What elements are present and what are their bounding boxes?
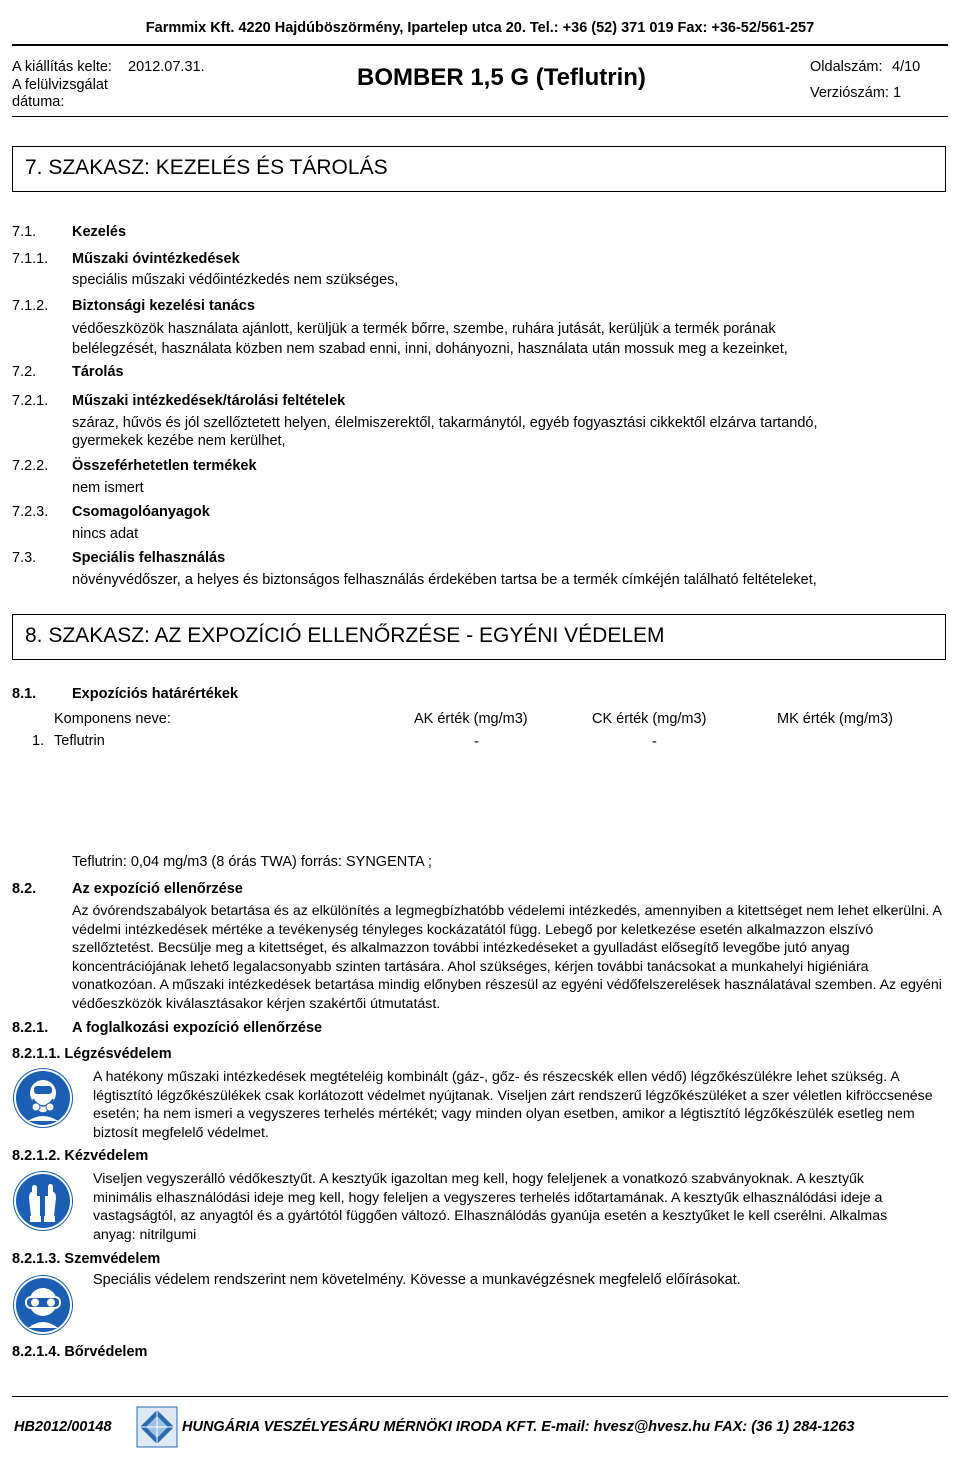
s8211-label: 8.2.1.1. Légzésvédelem xyxy=(12,1046,172,1062)
s72-title: Tárolás xyxy=(72,364,124,380)
table-header-mk: MK érték (mg/m3) xyxy=(777,711,894,727)
s8213-label: 8.2.1.3. Szemvédelem xyxy=(12,1251,161,1267)
goggles-pictogram-icon xyxy=(14,1276,72,1334)
gloves-pictogram-icon xyxy=(14,1172,72,1230)
s711-number: 7.1.1. xyxy=(12,251,49,267)
respirator-pictogram-icon xyxy=(14,1069,72,1127)
s721-text-line-2: gyermekek kezébe nem kerülhet, xyxy=(72,433,286,449)
table-header-ck: CK érték (mg/m3) xyxy=(592,711,707,727)
s711-title: Műszaki óvintézkedések xyxy=(72,251,240,267)
section-7-title-box xyxy=(12,146,946,192)
s8212-text: Viseljen vegyszerálló védőkesztyűt. A kesztyűk igazoltan meg kell, hogy feleljenek a vonatkozó szabványoknak. A kesztyűk minimális elhasználódási ideje meg kell, hogy feleljen a vegyszeres terhelés időtartamának. A kesztyűk elhasználódási ideje a vastagságtól, az anyagtól és a gyártótól függően változó. Elhasználódás gyanúja esetén a kesztyűket le kell cserélni. Alkalmas anyag: nitrilgumi xyxy=(93,1171,888,1243)
company-logo-icon xyxy=(136,1406,178,1448)
s8211-text: A hatékony műszaki intézkedések megtételéig kombinált (gáz-, gőz- és részecskék ellen védő) légzőkészülékre lehet szükség. A légtisztító légzőkészülékek csak korlátozott védelmet nyújtanak. Viseljen zárt rendszerű légzőkészüléket a szer véletlen kifröccsenése esetén; ha nem ismeri a vegyszeres terhelés mértékét; vagy minden olyan esetben, amikor a légtisztító légzőkészülék esetleg nem biztosít megfelelő védelmet. xyxy=(93,1069,933,1141)
s8213-text: Speciális védelem rendszerint nem követelmény. Kövesse a munkavégzésnek megfelelő előírásokat. xyxy=(93,1272,741,1288)
s72-number: 7.2. xyxy=(12,364,37,380)
s81-title: Expozíciós határértékek xyxy=(72,686,239,702)
s721-title: Műszaki intézkedések/tárolási feltételek xyxy=(72,393,346,409)
header-company-line: Farmmix Kft. 4220 Hajdúböszörmény, Ipartelep utca 20. Tel.: +36 (52) 371 019 Fax: +36-52/561-257 xyxy=(145,20,815,36)
footer-company-contact: HUNGÁRIA VESZÉLYESÁRU MÉRNÖKI IRODA KFT. E-mail: hvesz@hvesz.hu FAX: (36 1) 284-1263 xyxy=(182,1419,855,1435)
version-label: Verziószám: xyxy=(810,85,889,101)
issue-date-label: A kiállítás kelte: xyxy=(12,59,112,75)
s712-number: 7.1.2. xyxy=(12,298,49,314)
section-7-title: 7. SZAKASZ: KEZELÉS ÉS TÁROLÁS xyxy=(25,156,388,179)
table-header-component: Komponens neve: xyxy=(54,711,171,727)
footer-doc-code: HB2012/00148 xyxy=(14,1419,112,1435)
s723-number: 7.2.3. xyxy=(12,504,49,520)
s82-number: 8.2. xyxy=(12,881,37,897)
exposure-limit-note: Teflutrin: 0,04 mg/m3 (8 órás TWA) forrás: SYNGENTA ; xyxy=(72,854,432,870)
s722-text: nem ismert xyxy=(72,480,144,496)
s73-text: növényvédőszer, a helyes és biztonságos felhasználás érdekében tartsa be a termék címkéjén található feltételeket, xyxy=(72,572,817,588)
s721-number: 7.2.1. xyxy=(12,393,49,409)
s712-title: Biztonsági kezelési tanács xyxy=(72,298,255,314)
table-row-ak: - xyxy=(474,734,479,750)
s71-title: Kezelés xyxy=(72,224,127,240)
header-top-rule xyxy=(12,44,948,46)
section-8-title: 8. SZAKASZ: AZ EXPOZÍCIÓ ELLENŐRZÉSE - EGYÉNI VÉDELEM xyxy=(25,624,665,647)
product-title: BOMBER 1,5 G (Teflutrin) xyxy=(357,64,646,91)
s712-text-line-1: védőeszközök használata ajánlott, kerüljük a termék bőrre, szembe, ruhára jutását, kerüljük a termék porának xyxy=(72,321,776,337)
table-row-index: 1. xyxy=(32,733,45,749)
section-8-title-box xyxy=(12,614,946,660)
s8212-label: 8.2.1.2. Kézvédelem xyxy=(12,1148,149,1164)
s82-text: Az óvórendszabályok betartása és az elkülönítés a legmegbízhatóbb védelemi intézkedés, amennyiben a kitettséget nem lehet elkerülni. A védelmi intézkedések mértéke a tevékenység tényleges kockázatától függ. Lebegő por keletkezése esetén alkalmazzon elszívó szellőztetést. Becsülje meg a kitettséget, és alkalmazzon további intézkedéseket a gyulladást elősegítő levegőbe jutó anyag koncentrációjának lehető legalacsonyabb szinten tartására. Ahol szükséges, kérjen további tanácsokat a munkahelyi higiéniára vonatkozóan. A műszaki intézkedések betartása mindig előnyben részesül az egyéni védőfelszerelések használatával szemben. Az egyéni védőeszközök kiválasztásakor kérjen szakértői útmutatást. xyxy=(72,903,942,1012)
s723-text: nincs adat xyxy=(72,526,139,542)
table-row-component: Teflutrin xyxy=(54,733,105,749)
s821-title: A foglalkozási expozíció ellenőrzése xyxy=(72,1020,323,1036)
s721-text-line-1: száraz, hűvös és jól szellőztetett helyen, élelmiszerektől, takarmánytól, egyéb fogyasztási cikkektől elzárva tartandó, xyxy=(72,415,818,431)
footer-rule xyxy=(12,1396,948,1397)
s73-number: 7.3. xyxy=(12,550,37,566)
review-date-label-2: dátuma: xyxy=(12,94,65,110)
header-bottom-rule xyxy=(12,116,948,117)
issue-date-value: 2012.07.31. xyxy=(128,59,205,75)
s82-title: Az expozíció ellenőrzése xyxy=(72,881,243,897)
page-number-label: Oldalszám: xyxy=(810,59,883,75)
s81-number: 8.1. xyxy=(12,686,37,702)
s722-number: 7.2.2. xyxy=(12,458,49,474)
review-date-label-1: A felülvizsgálat xyxy=(12,77,108,93)
s712-text-line-2: belélegzését, használata közben nem szabad enni, inni, dohányozni, használata után mossuk meg a kezeinket, xyxy=(72,341,788,357)
s723-title: Csomagolóanyagok xyxy=(72,504,210,520)
s8214-label: 8.2.1.4. Bőrvédelem xyxy=(12,1344,148,1360)
version-value: 1 xyxy=(893,85,902,101)
s821-number: 8.2.1. xyxy=(12,1020,49,1036)
s73-title: Speciális felhasználás xyxy=(72,550,226,566)
page-number-value: 4/10 xyxy=(892,59,921,75)
s722-title: Összeférhetetlen termékek xyxy=(72,458,257,474)
s71-number: 7.1. xyxy=(12,224,37,240)
table-row-ck: - xyxy=(652,734,657,750)
s711-text: speciális műszaki védőintézkedés nem szükséges, xyxy=(72,272,399,288)
table-header-ak: AK érték (mg/m3) xyxy=(414,711,528,727)
